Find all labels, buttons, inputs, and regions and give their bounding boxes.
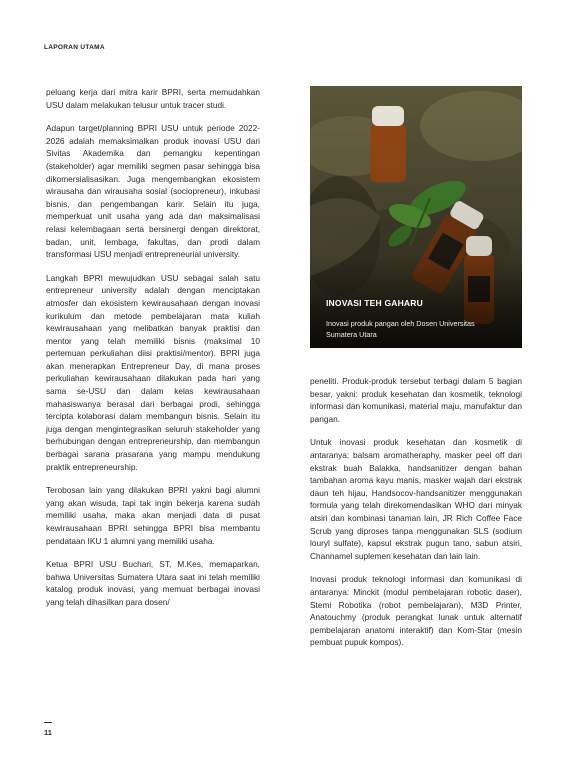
paragraph: Adapun target/planning BPRI USU untuk periode 2022-2026 adalah memaksimalkan produk inovasi USU dari Sivitas Akademika dan pemangku kepentingan (stakeholder) agar memiliki segmen pasar sehingga bisa dikomersialisasikan. Juga mengembangkan ekosistem wirausaha dan wirausaha sosial (sociopreneur), inkubasi bisnis, dan pengembangan karir. Selain itu juga, memperkuat unit usaha yang ada dan maksimalisasi relasi kelembagaan serta bersinergi dengan direktorat, badan, unit, lembaga, fakultas, dan prodi dalam transformasi USU menjadi entrepreneurial university. <box>46 123 260 260</box>
paragraph: Terobosan lain yang dilakukan BPRI yakni bagi alumni yang akan wisuda, tapi tak ingin bekerja karena sudah memiliki usaha, maka akan menjadi data di pusat kewirausahaan BPRI sehingga BPRI bisa membantu pendataan IKU 1 alumni yang memiliki usaha. <box>46 485 260 546</box>
page-number: 11 <box>44 728 52 737</box>
section-header: LAPORAN UTAMA <box>44 44 105 51</box>
photo-illustration <box>310 86 522 348</box>
photo-title: INOVASI TEH GAHARU <box>326 298 423 308</box>
footer-divider <box>44 722 52 723</box>
photo-caption: Inovasi produk pangan oleh Dosen Universitas Sumatera Utara <box>326 319 475 339</box>
paragraph: Untuk inovasi produk kesehatan dan kosmetik di antaranya: balsam aromatheraphy, masker peel off dari ekstrak buah Balakka, handsanitizer dengan bahan tambahan aroma kayu manis, masker wajah dari ekstrak daun teh hijau, Handsocov-handsanitizer menggunakan formula yang telah direkomendasikan WHO dari minyak atsiri dan kombinasi tanaman lain, JR Rich Coffee Face Scrub yang diproses tanpa menggunakan SLS (sodium louryl sulfate), kapsul ekstrak pugun tano, sabun atsiri, Channamel suplemen kesehatan dan lain lain. <box>310 437 522 561</box>
paragraph: Inovasi produk teknologi informasi dan komunikasi di antaranya: Minckit (modul pembelajaran robotic daser), Stemi Robotika (robot pembelajaran), M3D Printer, Anatouchmy (produk perangkat lunak untuk alternatif pembelajaran anatomi interaktif) dan Kom-Star (mesin pembuat pupuk kompos). <box>310 574 522 648</box>
right-column <box>310 375 522 660</box>
paragraph: peneliti. Produk-produk tersebut terbagi dalam 5 bagian besar, yakni: produk kesehatan dan kosmetik, teknologi informasi dan komunikasi, material maju, manufaktur dan pangan. <box>310 376 522 424</box>
product-photo <box>310 86 522 348</box>
left-column <box>46 86 260 620</box>
paragraph: Ketua BPRI USU Buchari, ST, M.Kes, memaparkan, bahwa Universitas Sumatera Utara saat ini telah memiliki katalog produk inovasi, yang memuat berbagai inovasi yang telah dihasilkan para dosen/ <box>46 559 260 607</box>
paragraph: Langkah BPRI mewujudkan USU sebagai salah satu entrepreneur university adalah dengan menciptakan atmosfer dan ekosistem kewirausahaan dengan inovasi kurikulum dan metode pembelajaran mata kuliah kewirausahaan yang melibatkan banyak praktisi dan mentor yang telah memiliki bisnis (maksimal 10 pertemuan perkuliahan diisi praktisi/mentor). BPRI juga akan menerapkan Entrepreneur Day, di mana proses perkuliahan kewirausahaan dilakukan pada hari yang sama se-USU dan dalam kelas kewirausahaan mahasiswanya berasal dari berbagai prodi, sehingga tercipta kolaborasi dalam membangun bisnis. Selain itu juga dengan mengintegrasikan seluruh stakeholder yang berhubungan dengan entrepreneurship, dan membangun berbagai sarana prasarana yang mampu mendukung praktik entrepreneurship. <box>46 272 260 472</box>
paragraph: peluang kerja dari mitra karir BPRI, serta memudahkan USU dalam melakukan telusur untuk tracer studi. <box>46 87 260 110</box>
